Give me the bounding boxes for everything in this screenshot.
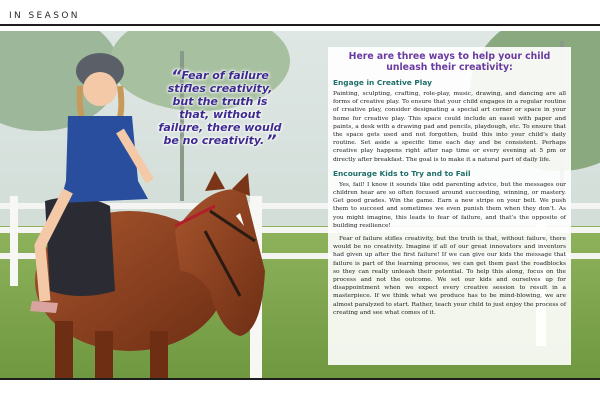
section-heading-try-and-fail: Encourage Kids to Try and to Fail [333,168,471,178]
article-panel [328,47,571,365]
top-rule [0,24,600,26]
quote-text: Fear of failure stifles creativity, but the truth is that, without failure, there would be no creativity. [158,69,282,147]
paragraph-try-and-fail-2: Fear of failure stifles creativity, but the truth is that, without failure, there would be no creativity. Imagine if all of our great innovators and inventors had given up after the first failure! If we can give our kids the message that failure is part of the learning process, we can get them past the roadblocks so they can really unleash their potential. To help this along, focus on the process and not the outcome. We set our kids and ourselves up for disappointment when we expect every creative session to result in a masterpiece. If we think what we produce has to be mind-blowing, we are almost paralyzed to start. Rather, teach your child to just enjoy the process of creating and see what comes of it. [333,236,566,316]
section-label: IN SEASON [9,11,80,21]
section-heading-creative-play: Engage in Creative Play [333,78,432,87]
paragraph-creative-play: Painting, sculpting, crafting, role-play, music, drawing, and dancing are all forms of creative play. To ensure that your child engages in a regular routine of creative play, consider designating a special art corner or space in your home for creative play. This space could include an easel with paper and paints, a desk with a drawing pad and pencils, playdough, etc. To ensure that the space gets used and not forgotten, build this into your child’s daily routine. Set aside a specific time each day and be consistent. Perhaps creative play happens right after nap time or every evening at 5 pm or directly after breakfast. The goal is to make it a natural part of daily life. [333,91,566,163]
panel-title: Here are three ways to help your child unleash their creativity: [348,51,551,73]
pull-quote [156,66,284,150]
quote-open-mark: “ [171,66,182,85]
paragraph-try-and-fail-1: Yes, fail! I know it sounds like odd parenting advice, but the messages our children hear are so often focused around succeeding, winning, or mastery. Get good grades. Win the game. Earn a new stripe on your belt. We push them to succeed and sometimes we even punish them when they don’t. As you might imagine, this leads to fear of failure, and that’s the opposite of building resilience! [333,181,566,229]
quote-close-mark: ” [266,131,277,150]
page-header [0,0,600,27]
page-footer [0,380,600,403]
